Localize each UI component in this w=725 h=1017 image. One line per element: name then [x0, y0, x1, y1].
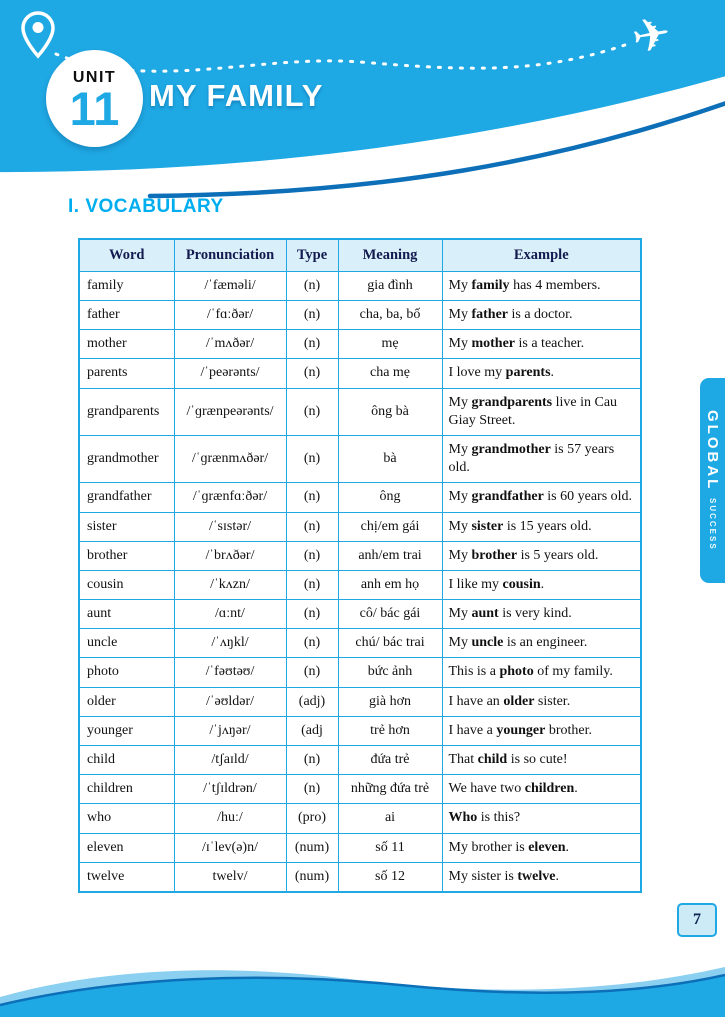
meaning-cell: chú/ bác trai — [338, 629, 442, 658]
word-cell: grandmother — [79, 435, 174, 482]
table-row — [79, 388, 641, 435]
pronunciation-cell: /ˈɡrænfɑːðər/ — [174, 483, 286, 512]
pronunciation-cell: /ˈɡrænpeərənts/ — [174, 388, 286, 435]
word-cell: eleven — [79, 833, 174, 862]
footer-wave — [0, 955, 725, 1017]
table-row — [79, 435, 641, 482]
example-cell: My father is a doctor. — [442, 301, 641, 330]
type-cell: (num) — [286, 833, 338, 862]
type-cell: (n) — [286, 301, 338, 330]
type-cell: (n) — [286, 359, 338, 388]
pronunciation-cell: /huː/ — [174, 804, 286, 833]
type-cell: (n) — [286, 570, 338, 599]
meaning-cell: cha mẹ — [338, 359, 442, 388]
unit-number: 11 — [69, 82, 120, 136]
word-cell: younger — [79, 716, 174, 745]
example-cell: That child is so cute! — [442, 746, 641, 775]
meaning-cell: những đứa trẻ — [338, 775, 442, 804]
example-cell: My grandparents live in Cau Giay Street. — [442, 388, 641, 435]
example-cell: We have two children. — [442, 775, 641, 804]
airplane-icon: ✈ — [627, 5, 675, 65]
meaning-cell: mẹ — [338, 330, 442, 359]
column-header: Meaning — [338, 239, 442, 271]
table-row — [79, 570, 641, 599]
example-cell: Who is this? — [442, 804, 641, 833]
meaning-cell: cha, ba, bố — [338, 301, 442, 330]
pronunciation-cell: /ɪˈlev(ə)n/ — [174, 833, 286, 862]
example-cell: I like my cousin. — [442, 570, 641, 599]
example-cell: My family has 4 members. — [442, 271, 641, 300]
type-cell: (n) — [286, 330, 338, 359]
word-cell: father — [79, 301, 174, 330]
example-cell: I have an older sister. — [442, 687, 641, 716]
pronunciation-cell: /ˈsɪstər/ — [174, 512, 286, 541]
word-cell: family — [79, 271, 174, 300]
word-cell: photo — [79, 658, 174, 687]
table-row — [79, 330, 641, 359]
pronunciation-cell: /ˈfæməli/ — [174, 271, 286, 300]
meaning-cell: bức ảnh — [338, 658, 442, 687]
table-row — [79, 271, 641, 300]
type-cell: (n) — [286, 658, 338, 687]
example-cell: My sister is 15 years old. — [442, 512, 641, 541]
series-side-tab — [700, 378, 725, 583]
meaning-cell: đứa trẻ — [338, 746, 442, 775]
meaning-cell: trẻ hơn — [338, 716, 442, 745]
vocab-table-body — [79, 271, 641, 892]
pronunciation-cell: /ˈɡrænmʌðər/ — [174, 435, 286, 482]
example-cell: My aunt is very kind. — [442, 600, 641, 629]
type-cell: (pro) — [286, 804, 338, 833]
pronunciation-cell: /ɑːnt/ — [174, 600, 286, 629]
column-header: Type — [286, 239, 338, 271]
pronunciation-cell: /ˈfəʊtəʊ/ — [174, 658, 286, 687]
type-cell: (n) — [286, 483, 338, 512]
meaning-cell: ông bà — [338, 388, 442, 435]
pronunciation-cell: twelv/ — [174, 862, 286, 892]
table-row — [79, 775, 641, 804]
series-brand-name: GLOBAL — [704, 409, 721, 492]
pronunciation-cell: /ˈmʌðər/ — [174, 330, 286, 359]
vocab-table — [78, 238, 642, 893]
example-cell: I have a younger brother. — [442, 716, 641, 745]
vocab-table-head-row — [79, 239, 641, 271]
example-cell: My brother is 5 years old. — [442, 541, 641, 570]
table-row — [79, 629, 641, 658]
word-cell: mother — [79, 330, 174, 359]
type-cell: (adj) — [286, 687, 338, 716]
example-cell: My brother is eleven. — [442, 833, 641, 862]
column-header: Word — [79, 239, 174, 271]
table-row — [79, 600, 641, 629]
word-cell: parents — [79, 359, 174, 388]
type-cell: (n) — [286, 512, 338, 541]
table-row — [79, 658, 641, 687]
meaning-cell: anh em họ — [338, 570, 442, 599]
type-cell: (adj — [286, 716, 338, 745]
example-cell: I love my parents. — [442, 359, 641, 388]
word-cell: grandfather — [79, 483, 174, 512]
meaning-cell: bà — [338, 435, 442, 482]
example-cell: This is a photo of my family. — [442, 658, 641, 687]
table-row — [79, 483, 641, 512]
word-cell: who — [79, 804, 174, 833]
pronunciation-cell: /ˈpeərənts/ — [174, 359, 286, 388]
example-cell: My uncle is an engineer. — [442, 629, 641, 658]
table-row — [79, 862, 641, 892]
table-row — [79, 359, 641, 388]
meaning-cell: ông — [338, 483, 442, 512]
meaning-cell: già hơn — [338, 687, 442, 716]
pronunciation-cell: /ˈbrʌðər/ — [174, 541, 286, 570]
type-cell: (n) — [286, 541, 338, 570]
pronunciation-cell: /ˈəʊldər/ — [174, 687, 286, 716]
table-row — [79, 804, 641, 833]
type-cell: (n) — [286, 629, 338, 658]
pronunciation-cell: /ˈtʃɪldrən/ — [174, 775, 286, 804]
meaning-cell: chị/em gái — [338, 512, 442, 541]
column-header: Example — [442, 239, 641, 271]
word-cell: cousin — [79, 570, 174, 599]
table-row — [79, 541, 641, 570]
unit-label: UNIT — [72, 69, 117, 87]
meaning-cell: cô/ bác gái — [338, 600, 442, 629]
word-cell: twelve — [79, 862, 174, 892]
pronunciation-cell: /ˈfɑːðər/ — [174, 301, 286, 330]
word-cell: uncle — [79, 629, 174, 658]
word-cell: brother — [79, 541, 174, 570]
word-cell: older — [79, 687, 174, 716]
meaning-cell: ai — [338, 804, 442, 833]
type-cell: (num) — [286, 862, 338, 892]
type-cell: (n) — [286, 775, 338, 804]
meaning-cell: số 12 — [338, 862, 442, 892]
type-cell: (n) — [286, 271, 338, 300]
word-cell: sister — [79, 512, 174, 541]
column-header: Pronunciation — [174, 239, 286, 271]
pronunciation-cell: /ˈʌŋkl/ — [174, 629, 286, 658]
pronunciation-cell: /tʃaɪld/ — [174, 746, 286, 775]
series-brand-tagline: SUCCESS — [708, 498, 717, 551]
example-cell: My grandfather is 60 years old. — [442, 483, 641, 512]
word-cell: aunt — [79, 600, 174, 629]
table-row — [79, 687, 641, 716]
table-row — [79, 716, 641, 745]
example-cell: My grandmother is 57 years old. — [442, 435, 641, 482]
section-heading: I. VOCABULARY — [68, 196, 224, 217]
word-cell: grandparents — [79, 388, 174, 435]
pronunciation-cell: /ˈjʌŋər/ — [174, 716, 286, 745]
word-cell: children — [79, 775, 174, 804]
type-cell: (n) — [286, 746, 338, 775]
meaning-cell: anh/em trai — [338, 541, 442, 570]
type-cell: (n) — [286, 435, 338, 482]
type-cell: (n) — [286, 388, 338, 435]
meaning-cell: số 11 — [338, 833, 442, 862]
example-cell: My sister is twelve. — [442, 862, 641, 892]
table-row — [79, 301, 641, 330]
page-number-badge: 7 — [677, 903, 717, 937]
type-cell: (n) — [286, 600, 338, 629]
pronunciation-cell: /ˈkʌzn/ — [174, 570, 286, 599]
word-cell: child — [79, 746, 174, 775]
example-cell: My mother is a teacher. — [442, 330, 641, 359]
table-row — [79, 512, 641, 541]
page-title: MY FAMILY — [149, 78, 324, 113]
table-row — [79, 833, 641, 862]
table-row — [79, 746, 641, 775]
meaning-cell: gia đình — [338, 271, 442, 300]
unit-badge — [46, 50, 143, 147]
